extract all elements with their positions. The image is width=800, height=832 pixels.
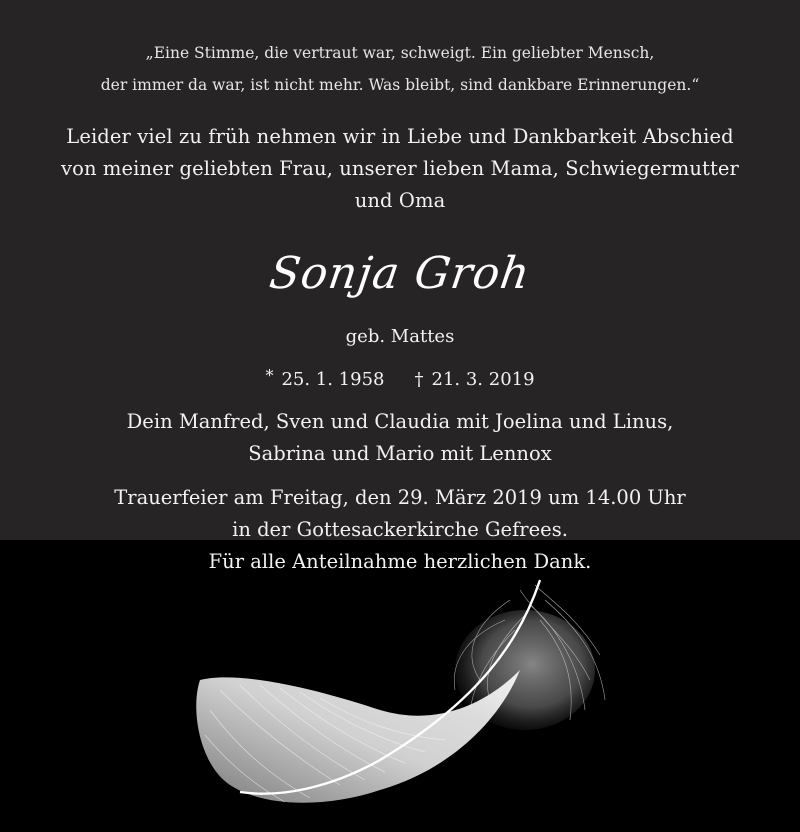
intro-line-1: Leider viel zu früh nehmen wir in Liebe und Dankbarkeit Abschied [66,125,734,148]
service-line-3: Für alle Anteilnahme herzlichen Dank. [208,550,592,573]
deceased-name: Sonja Groh [266,248,534,299]
family-line-1: Dein Manfred, Sven und Claudia mit Joelina und Linus, [126,410,674,433]
quote-line-2: der immer da war, ist nicht mehr. Was bleibt, sind dankbare Erinnerungen.“ [100,76,700,94]
intro-line-2: von meiner geliebten Frau, unserer lieben Mama, Schwiegermutter [61,157,739,180]
service-line-1: Trauerfeier am Freitag, den 29. März 2019 um 14.00 Uhr [114,486,686,509]
death-date: 21. 3. 2019 [431,369,535,390]
quote-line-1: „Eine Stimme, die vertraut war, schweigt. Ein geliebter Mensch, [145,44,655,62]
life-dates [0,366,800,390]
family-line-2: Sabrina und Mario mit Lennox [248,442,552,465]
birth-symbol: * [265,366,274,385]
maiden-name: geb. Mattes [345,326,455,347]
birth-date: 25. 1. 1958 [281,369,385,390]
intro-line-3: und Oma [354,189,446,212]
death-symbol: † [414,369,424,390]
service-line-2: in der Gottesackerkirche Gefrees. [232,518,568,541]
feather-image [180,560,620,820]
